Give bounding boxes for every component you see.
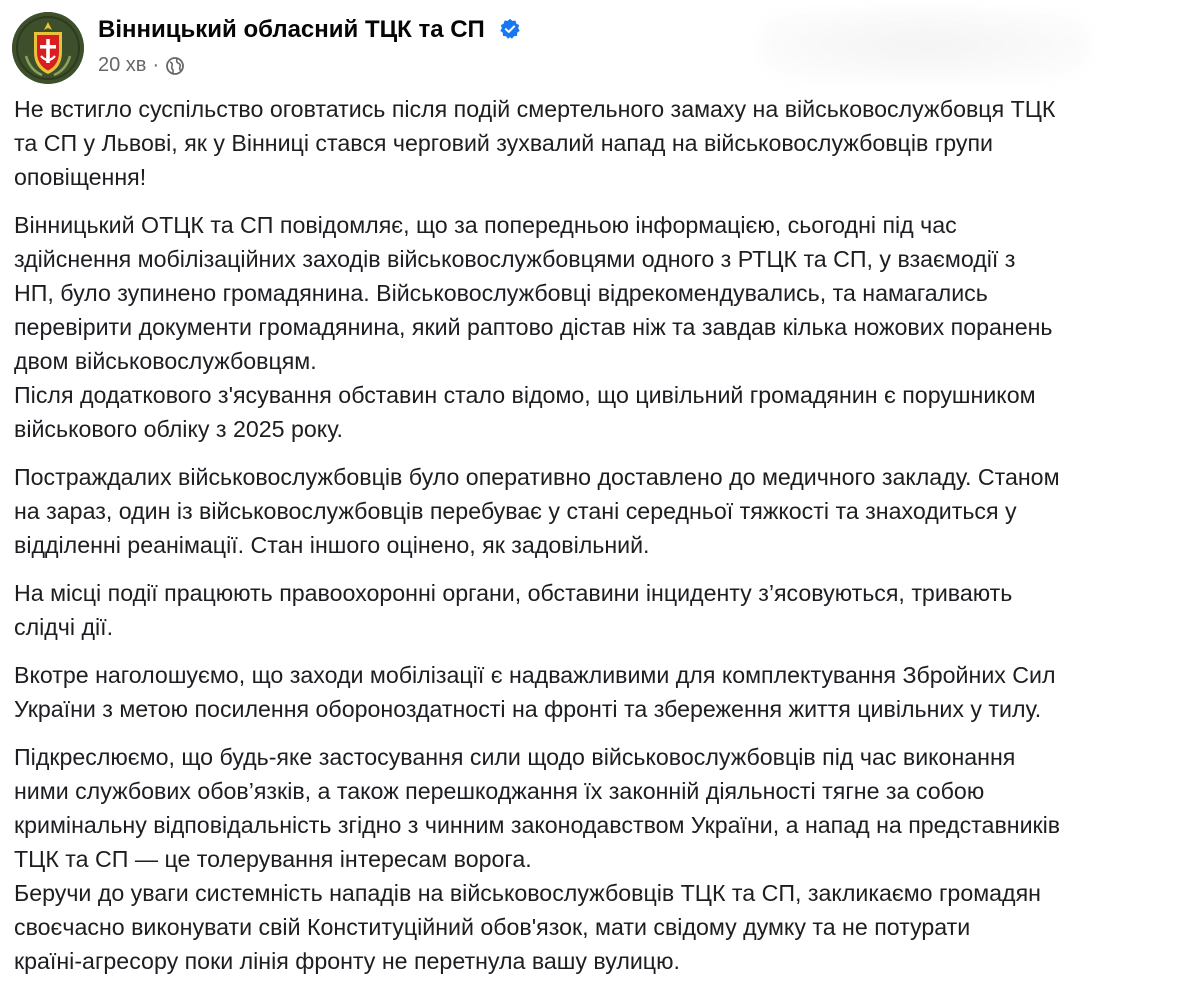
post-text-line: ТЦК та СП — це толерування інтересам ворога. bbox=[14, 846, 532, 872]
post-text-line: НП, було зупинено громадянина. Військовослужбовці відрекомендувались, та намагались bbox=[14, 280, 988, 306]
post-text-line: оповіщення! bbox=[14, 164, 147, 190]
post-text-line: Беручи до уваги системність нападів на військовослужбовців ТЦК та СП, закликаємо громадян bbox=[14, 880, 1041, 906]
post-text-line: та СП у Львові, як у Вінниці стався черговий зухвалий напад на військовослужбовців групи bbox=[14, 130, 993, 156]
post-text-line: На місці події працюють правоохоронні органи, обставини інциденту з’ясовуються, тривають bbox=[14, 580, 1013, 606]
page-name-label: Вінницький обласний ТЦК та СП bbox=[98, 16, 485, 43]
post-text-line: Вкотре наголошуємо, що заходи мобілізації є надважливими для комплектування Збройних Сил bbox=[14, 662, 1056, 688]
post-text-line: Вінницький ОТЦК та СП повідомляє, що за попередньою інформацією, сьогодні під час bbox=[14, 212, 957, 238]
post-header bbox=[12, 12, 1112, 84]
post-text-line: Постраждалих військовослужбовців було оперативно доставлено до медичного закладу. Станом bbox=[14, 464, 1060, 490]
post-text-line: відділенні реанімації. Стан іншого оцінено, як задовільний. bbox=[14, 532, 650, 558]
post-text-line: військового обліку з 2025 року. bbox=[14, 416, 343, 442]
post-paragraph bbox=[14, 658, 1194, 726]
post-paragraph bbox=[14, 740, 1194, 978]
post-paragraph bbox=[14, 92, 1194, 194]
post-text-line: слідчі дії. bbox=[14, 614, 114, 640]
verified-badge-icon bbox=[499, 18, 521, 40]
post-text-line: на зараз, один із військовослужбовців перебуває у стані середньої тяжкості та знаходиться у bbox=[14, 498, 1017, 524]
globe-icon[interactable] bbox=[165, 56, 185, 76]
post-text-line: Не встигло суспільство оговтатись після подій смертельного замаху на військовослужбовця ТЦК bbox=[14, 96, 1056, 122]
post-text-line: двом військовослужбовцям. bbox=[14, 348, 317, 374]
post-text-line: України з метою посилення обороноздатності на фронті та збереження життя цивільних у тилу. bbox=[14, 696, 1042, 722]
post-text-line: Підкреслюємо, що будь-яке застосування сили щодо військовослужбовців під час виконання bbox=[14, 744, 1016, 770]
post-text-line: кримінальну відповідальність згідно з чинним законодавством України, а напад на представників bbox=[14, 812, 1061, 838]
post-text-line: здійснення мобілізаційних заходів військовослужбовцями одного з РТЦК та СП, у взаємодії з bbox=[14, 246, 1016, 272]
post-paragraph bbox=[14, 576, 1194, 644]
page-name[interactable] bbox=[98, 16, 521, 44]
post-text-line: своєчасно виконувати свій Конституційний обов'язок, мати свідому думку та не потурати bbox=[14, 914, 971, 940]
post-paragraph bbox=[14, 208, 1194, 446]
military-emblem-icon bbox=[12, 12, 84, 84]
post-text-line: ними службових обов’язків, а також перешкоджання їх законній діяльності тягне за собою bbox=[14, 778, 985, 804]
post-meta bbox=[98, 54, 185, 77]
post-text-line: Після додаткового з'ясування обставин стало відомо, що цивільний громадянин є порушником bbox=[14, 382, 1036, 408]
post-timestamp[interactable]: 20 хв bbox=[98, 54, 147, 76]
page-avatar[interactable] bbox=[12, 12, 84, 84]
post-body bbox=[14, 92, 1194, 992]
post-paragraph bbox=[14, 460, 1194, 562]
meta-separator: · bbox=[152, 54, 160, 76]
post-text-line: перевірити документи громадянина, який раптово дістав ніж та завдав кілька ножових поранень bbox=[14, 314, 1053, 340]
post-text-line: країні-агресору поки лінія фронту не перетнула вашу вулицю. bbox=[14, 948, 680, 974]
